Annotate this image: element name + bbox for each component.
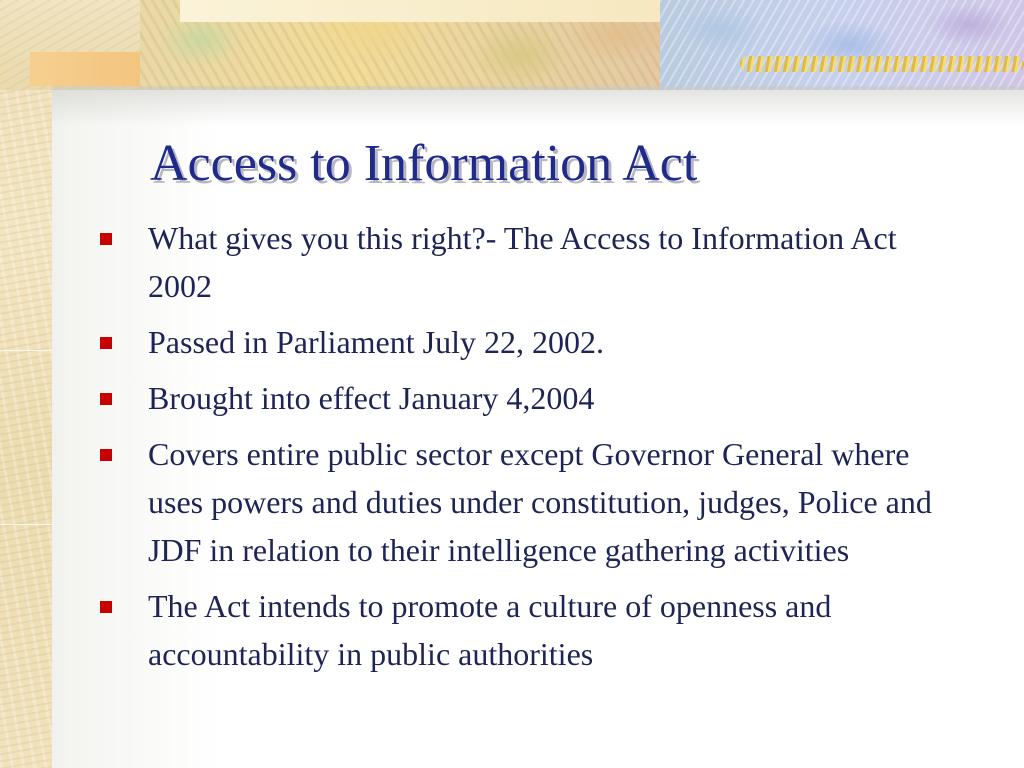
banner-shadow <box>52 86 1024 126</box>
banner-cream-band <box>180 0 680 22</box>
strip-seam <box>0 350 52 351</box>
banner-flower-image <box>660 0 1024 90</box>
banner-wheat-sprig <box>740 56 1024 72</box>
bullet-item <box>100 582 960 678</box>
bullet-text: The Act intends to promote a culture of openness and accountability in public authorities <box>148 588 832 672</box>
bullet-item <box>100 430 960 574</box>
bullet-item <box>100 374 960 422</box>
banner-peach-block <box>30 52 150 86</box>
bullet-text: What gives you this right?- The Access to Information Act 2002 <box>148 220 897 304</box>
bullet-item <box>100 318 960 366</box>
bullet-text: Covers entire public sector except Governor General where uses powers and duties under constitution, judges, Police and JDF in relation to their intelligence gathering activities <box>148 436 932 568</box>
bullet-square-icon <box>100 233 112 245</box>
decorative-top-banner <box>0 0 1024 90</box>
bullet-list <box>100 214 960 686</box>
bullet-text: Passed in Parliament July 22, 2002. <box>148 324 604 360</box>
left-parchment-strip <box>0 0 52 768</box>
bullet-square-icon <box>100 449 112 461</box>
bullet-square-icon <box>100 601 112 613</box>
bullet-item <box>100 214 960 310</box>
bullet-square-icon <box>100 393 112 405</box>
bullet-text: Brought into effect January 4,2004 <box>148 380 595 416</box>
bullet-square-icon <box>100 337 112 349</box>
strip-seam <box>0 524 52 525</box>
slide-title: Access to Information Act <box>150 135 698 192</box>
